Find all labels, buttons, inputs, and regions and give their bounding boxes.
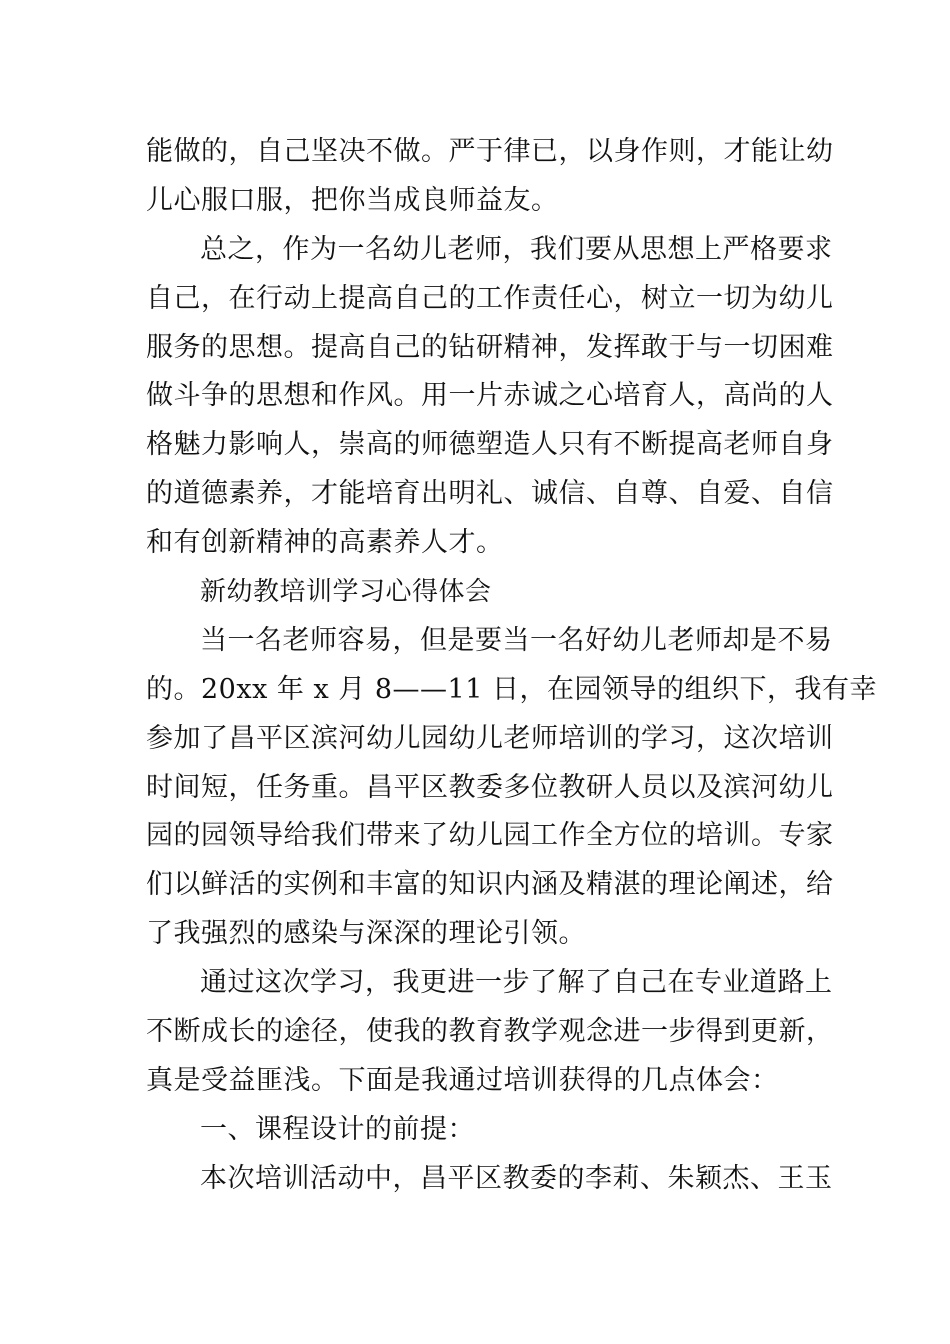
section-title: 新幼教培训学习心得体会 bbox=[200, 577, 492, 608]
list-heading: 一、课程设计的前提： bbox=[200, 1113, 475, 1145]
text-line: 的。20xx 年 x 月 8——11 日，在园领导的组织下，我有幸 bbox=[146, 673, 877, 705]
text-line: 做斗争的思想和作风。用一片赤诚之心培育人，高尚的人 bbox=[146, 380, 834, 412]
text-line: 真是受益匪浅。下面是我通过培训获得的几点体会： bbox=[146, 1064, 779, 1096]
text-line: 时间短，任务重。昌平区教委多位教研人员以及滨河幼儿 bbox=[146, 771, 834, 803]
text-line: 能做的，自己坚决不做。严于律已，以身作则，才能让幼 bbox=[146, 136, 834, 167]
text-line: 格魅力影响人，崇高的师德塑造人只有不断提高老师自身 bbox=[146, 429, 834, 461]
text-line: 不断成长的途径，使我的教育教学观念进一步得到更新， bbox=[146, 1016, 834, 1048]
paragraph-start: 通过这次学习，我更进一步了解了自己在专业道路上 bbox=[200, 967, 833, 999]
text-line: 和有创新精神的高素养人才。 bbox=[146, 527, 504, 559]
paragraph-start: 总之，作为一名幼儿老师，我们要从思想上严格要求 bbox=[200, 233, 833, 265]
text-line: 服务的思想。提高自己的钻研精神，发挥敢于与一切困难 bbox=[146, 331, 834, 363]
text-line: 自己，在行动上提高自己的工作责任心，树立一切为幼儿 bbox=[146, 282, 834, 314]
text-line: 了我强烈的感染与深深的理论引领。 bbox=[146, 918, 586, 950]
text-line: 儿心服口服，把你当成良师益友。 bbox=[146, 184, 559, 216]
text-line: 的道德素养，才能培育出明礼、诚信、自尊、自爱、自信 bbox=[146, 478, 834, 510]
document-body bbox=[146, 128, 877, 1204]
paragraph-start: 本次培训活动中，昌平区教委的李莉、朱颖杰、王玉 bbox=[200, 1162, 833, 1194]
text-line: 们以鲜活的实例和丰富的知识内涵及精湛的理论阐述，给 bbox=[146, 869, 834, 901]
text-line: 参加了昌平区滨河幼儿园幼儿老师培训的学习，这次培训 bbox=[146, 722, 834, 754]
text-line: 园的园领导给我们带来了幼儿园工作全方位的培训。专家 bbox=[146, 820, 834, 852]
paragraph-start: 当一名老师容易，但是要当一名好幼儿老师却是不易 bbox=[200, 624, 833, 656]
